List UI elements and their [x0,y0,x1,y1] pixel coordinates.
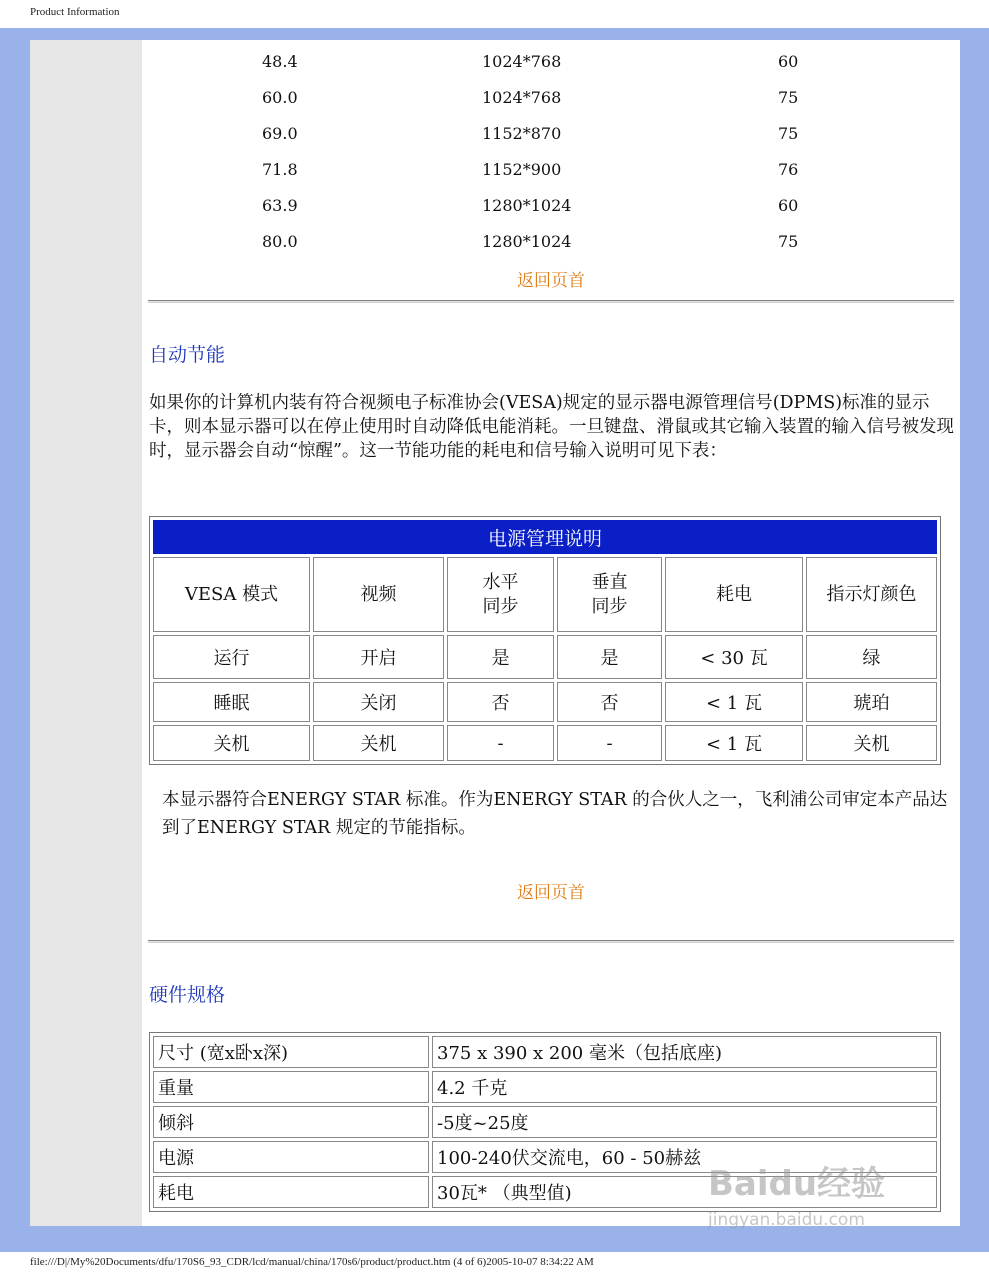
table-caption: 电源管理说明 [153,520,937,554]
cell: 否 [557,682,662,722]
table-row [153,725,937,761]
table-row [142,78,960,114]
divider [148,300,954,303]
table-row [153,1071,937,1103]
power-saving-description: 如果你的计算机内装有符合视频电子标准协会(VESA)规定的显示器电源管理信号(DPMS)标准的显示卡，则本显示器可以在停止使用时自动降低电能消耗。一旦键盘、滑鼠或其它输入装置的输入信号被发现时，显示器会自动“惊醒”。这一节能功能的耗电和信号输入说明可见下表： [149,393,954,461]
hfreq-cell: 71.8 [262,160,298,179]
print-footer: file:///D|/My%20Documents/dfu/170S6_93_CDR/lcd/manual/china/170s6/product/product.htm (4 of 6)2005-10-07 8:34:22 AM [30,1256,594,1268]
table-row [153,1036,937,1068]
cell: 否 [447,682,554,722]
back-to-top-link[interactable]: 返回页首 [517,271,585,291]
hfreq-cell: 69.0 [262,124,298,143]
cell: 是 [447,635,554,679]
cell: 琥珀 [806,682,937,722]
cell: < 30 瓦 [665,635,803,679]
cell: 关机 [153,725,310,761]
spec-key: 重量 [153,1071,429,1103]
vfreq-cell: 75 [778,88,799,107]
spec-value: 4.2 千克 [432,1071,937,1103]
header-v-sync-line2: 同步 [591,595,628,617]
spec-key: 尺寸 (宽x卧x深) [153,1036,429,1068]
spec-value: 375 x 390 x 200 毫米（包括底座) [432,1036,937,1068]
cell: 关机 [313,725,444,761]
divider [148,940,954,943]
resolution-cell: 1152*870 [482,124,562,143]
spec-key: 倾斜 [153,1106,429,1138]
resolution-cell: 1024*768 [482,52,562,71]
section-title-power-saving: 自动节能 [149,344,226,366]
vfreq-cell: 60 [778,196,799,215]
table-row [142,114,960,150]
cell: 关机 [806,725,937,761]
section-title-hardware: 硬件规格 [149,984,226,1006]
table-row [153,1106,937,1138]
baidu-watermark [700,1150,940,1240]
table-row [142,42,960,78]
header-v-sync-line1: 垂直 [591,571,628,593]
table-row [142,186,960,222]
header-vesa-mode: VESA 模式 [153,557,310,632]
spec-key: 电源 [153,1141,429,1173]
spec-value: -5度~25度 [432,1106,937,1138]
header-h-sync-line2: 同步 [482,595,519,617]
resolution-cell: 1024*768 [482,88,562,107]
header-led-color: 指示灯颜色 [806,557,937,632]
resolution-cell: 1280*1024 [482,232,572,251]
table-row [153,635,937,679]
hfreq-cell: 48.4 [262,52,298,71]
cell: - [447,725,554,761]
vfreq-cell: 75 [778,232,799,251]
spec-value: 100-240伏交流电，60 - 50赫兹 [432,1141,937,1173]
table-row [142,222,960,258]
power-management-table [149,516,941,765]
cell: 睡眠 [153,682,310,722]
cell: < 1 瓦 [665,682,803,722]
header-v-sync [557,557,662,632]
energy-star-note: 本显示器符合ENERGY STAR 标准。作为ENERGY STAR 的合伙人之一，飞利浦公司审定本产品达到了ENERGY STAR 规定的节能指标。 [162,790,948,838]
watermark-brand: Baidu经验 [708,1164,886,1204]
watermark-url: jingyan.baidu.com [708,1210,865,1230]
cell: 开启 [313,635,444,679]
vfreq-cell: 60 [778,52,799,71]
back-to-top-link[interactable]: 返回页首 [517,883,585,903]
print-header: Product Information [30,6,120,18]
cell: 是 [557,635,662,679]
resolution-cell: 1280*1024 [482,196,572,215]
left-sidebar [30,40,142,1226]
cell: 关闭 [313,682,444,722]
table-row [142,150,960,186]
vfreq-cell: 75 [778,124,799,143]
header-h-sync [447,557,554,632]
spec-key: 耗电 [153,1176,429,1208]
cell: < 1 瓦 [665,725,803,761]
hfreq-cell: 63.9 [262,196,298,215]
hfreq-cell: 60.0 [262,88,298,107]
hfreq-cell: 80.0 [262,232,298,251]
content-area [142,40,960,1226]
header-power: 耗电 [665,557,803,632]
cell: 绿 [806,635,937,679]
spec-value: 30瓦* （典型值) [432,1176,937,1208]
cell: - [557,725,662,761]
resolution-cell: 1152*900 [482,160,562,179]
header-video: 视频 [313,557,444,632]
header-h-sync-line1: 水平 [482,571,519,593]
vfreq-cell: 76 [778,160,799,179]
table-row [153,682,937,722]
cell: 运行 [153,635,310,679]
